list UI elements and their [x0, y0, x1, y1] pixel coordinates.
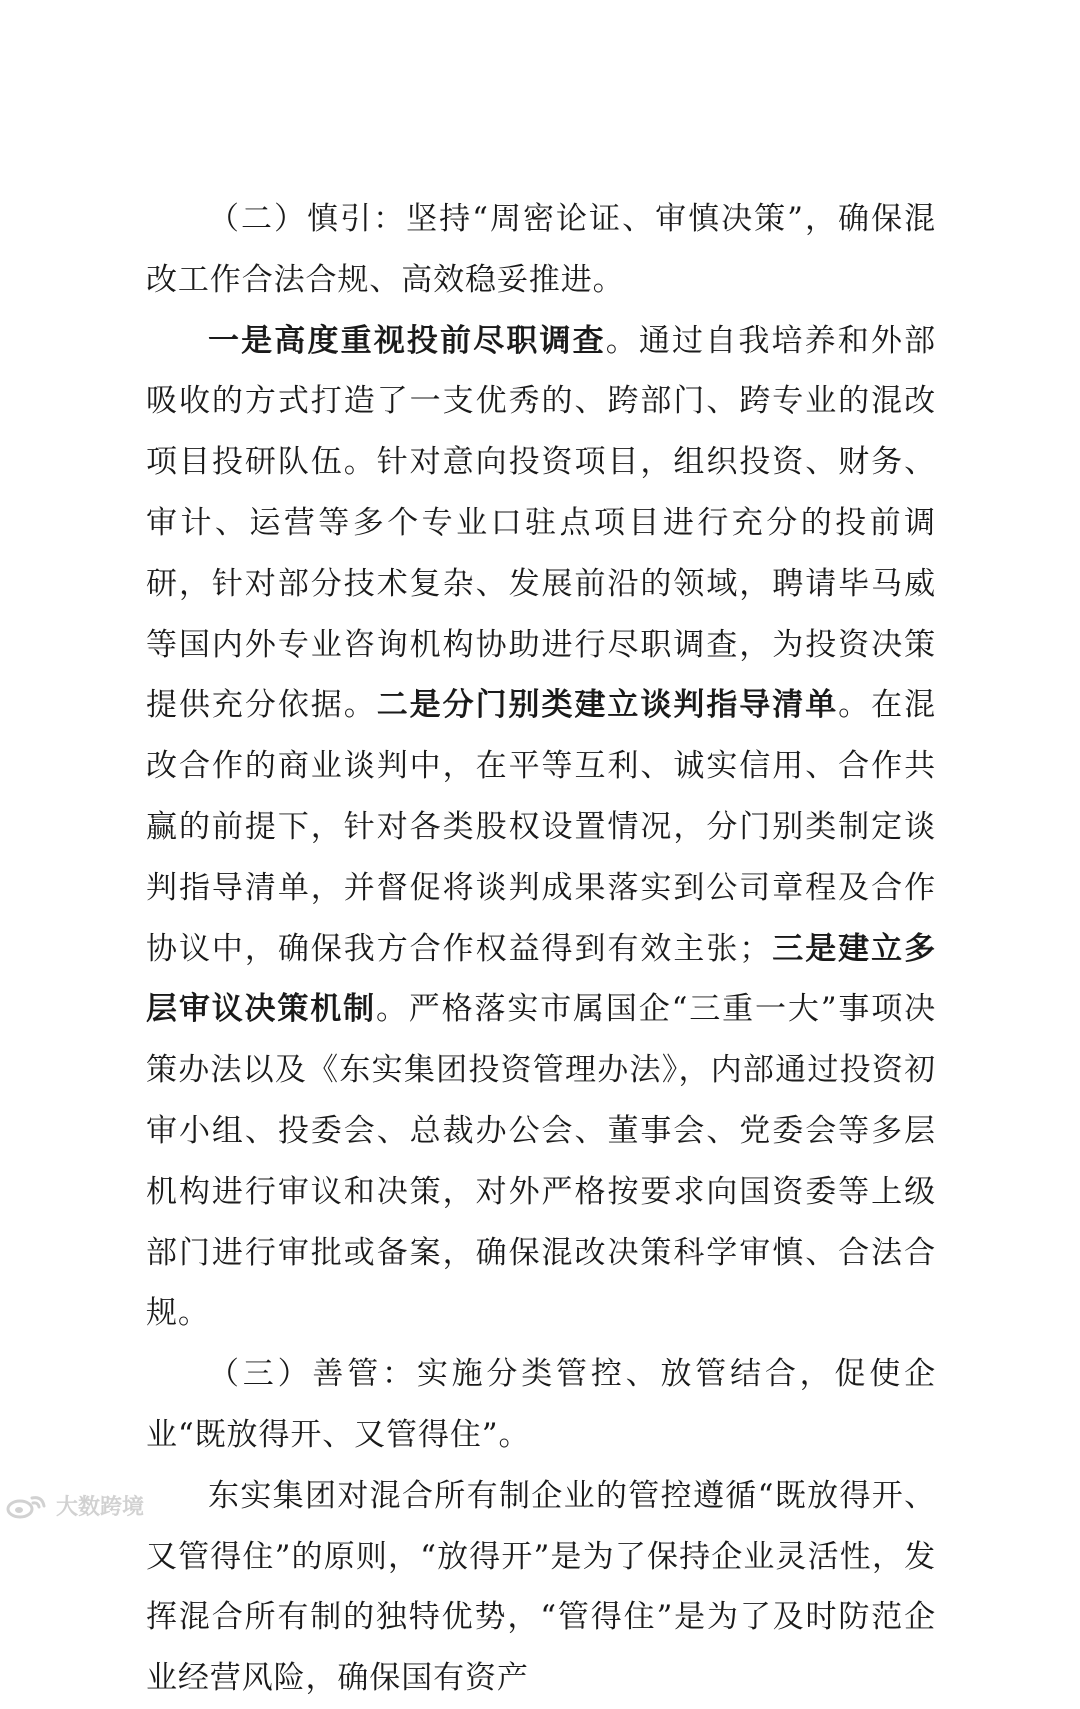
- section-heading-2: [146, 189, 936, 311]
- bold-run: 一是高度重视投前尽职调查: [208, 322, 606, 359]
- body-paragraph: [146, 1466, 936, 1709]
- text-run: 。严格落实市属国企“三重一大”事项决策办法以及《东实集团投资管理办法》，内部通过投资初审小组、投委会、总裁办公会、董事会、党委会等多层机构进行审议和决策，对外严格按要求向国资委等上级部门进行审批或备案，确保混改决策科学审慎、合法合规。: [146, 991, 936, 1332]
- text-run: 东实集团对混合所有制企业的管控遵循“既放得开、又管得住”的原则，“放得开”是为了保持企业灵活性，发挥混合所有制的独特优势，“管得住”是为了及时防范企业经营风险，确保国有资产: [146, 1477, 936, 1697]
- watermark-text: 大数跨境: [56, 1495, 145, 1520]
- body-paragraph: [146, 311, 936, 1345]
- text-run: 。在混改合作的商业谈判中，在平等互利、诚实信用、合作共赢的前提下，针对各类股权设置情况，分门别类制定谈判指导清单，并督促将谈判成果落实到公司章程及合作协议中，确保我方合作权益得到有效主张；: [146, 687, 936, 967]
- text-run: （二）慎引：坚持“周密论证、审慎决策”，确保混改工作合法合规、高效稳妥推进。: [146, 201, 936, 298]
- weibo-logo-icon: [6, 1492, 50, 1520]
- text-run: （三）善管：实施分类管控、放管结合，促使企业“既放得开、又管得住”。: [146, 1356, 936, 1453]
- bold-run: 三是建立多层审议决策机制: [146, 930, 936, 1028]
- section-heading-3: [146, 1344, 936, 1466]
- watermark: [6, 1490, 144, 1521]
- text-run: 。通过自我培养和外部吸收的方式打造了一支优秀的、跨部门、跨专业的混改项目投研队伍。针对意向投资项目，组织投资、财务、审计、运营等多个专业口驻点项目进行充分的投前调研，针对部分技术复杂、发展前沿的领域，聘请毕马威等国内外专业咨询机构协助进行尽职调查，为投资决策提供充分依据。: [146, 322, 936, 724]
- document-body: [146, 189, 936, 1709]
- bold-run: 二是分门别类建立谈判指导清单: [376, 687, 839, 724]
